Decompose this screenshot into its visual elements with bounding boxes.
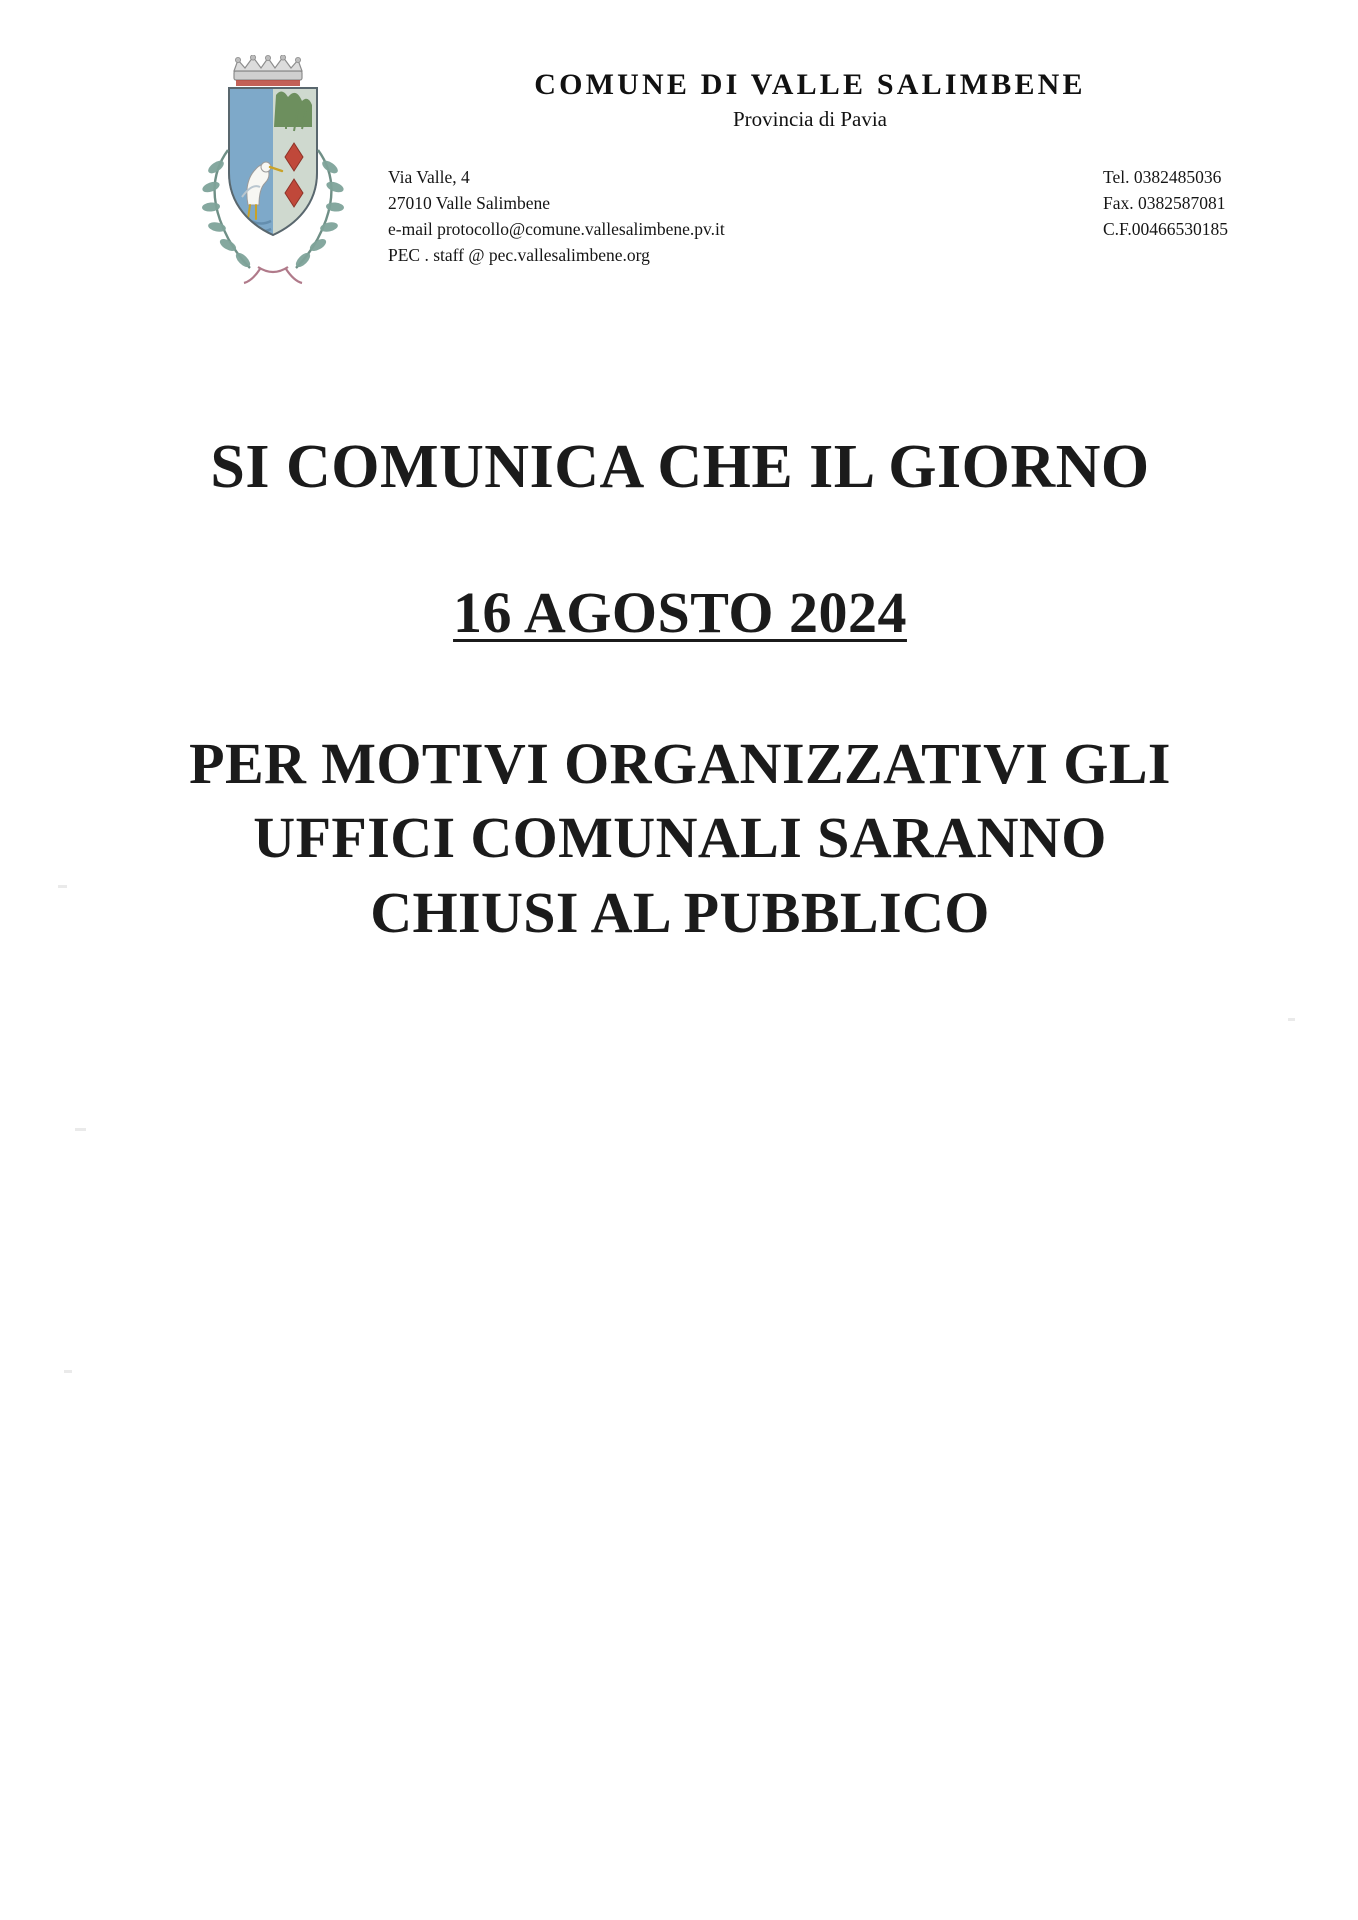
address-block [388,165,725,269]
contact-fiscal-code: C.F.00466530185 [1102,218,1228,239]
address-line-street: Via Valle, 4 [388,167,470,187]
notice-text: PER MOTIVI ORGANIZZATIVI GLI UFFICI COMUNALI SARANNO CHIUSI AL PUBBLICO [189,731,1171,945]
page-title: COMUNE DI VALLE SALIMBENE [534,68,1086,101]
notice-date-text: 16 AGOSTO 2024 [453,579,907,645]
scan-speckle [75,1128,86,1131]
scan-speckle [1288,1018,1295,1021]
scan-speckle [64,1370,72,1373]
notice-body [175,430,1185,950]
page-subtitle: Provincia di Pavia [733,107,887,131]
notice-date [175,578,1185,648]
address-line-pec: PEC . staff @ pec.vallesalimbene.org [388,244,650,265]
address-line-city: 27010 Valle Salimbene [388,192,551,213]
contact-block [1103,165,1228,243]
contact-telephone: Tel. 0382485036 [1102,167,1222,187]
scan-speckle [58,885,67,888]
contact-fax: Fax. 0382587081 [1102,192,1226,213]
coat-of-arms-icon [198,55,348,290]
address-line-email: e-mail protocollo@comune.vallesalimbene.pv.it [388,218,725,239]
notice-intro: SI COMUNICA CHE IL GIORNO [210,433,1150,501]
letterhead [0,50,1358,290]
